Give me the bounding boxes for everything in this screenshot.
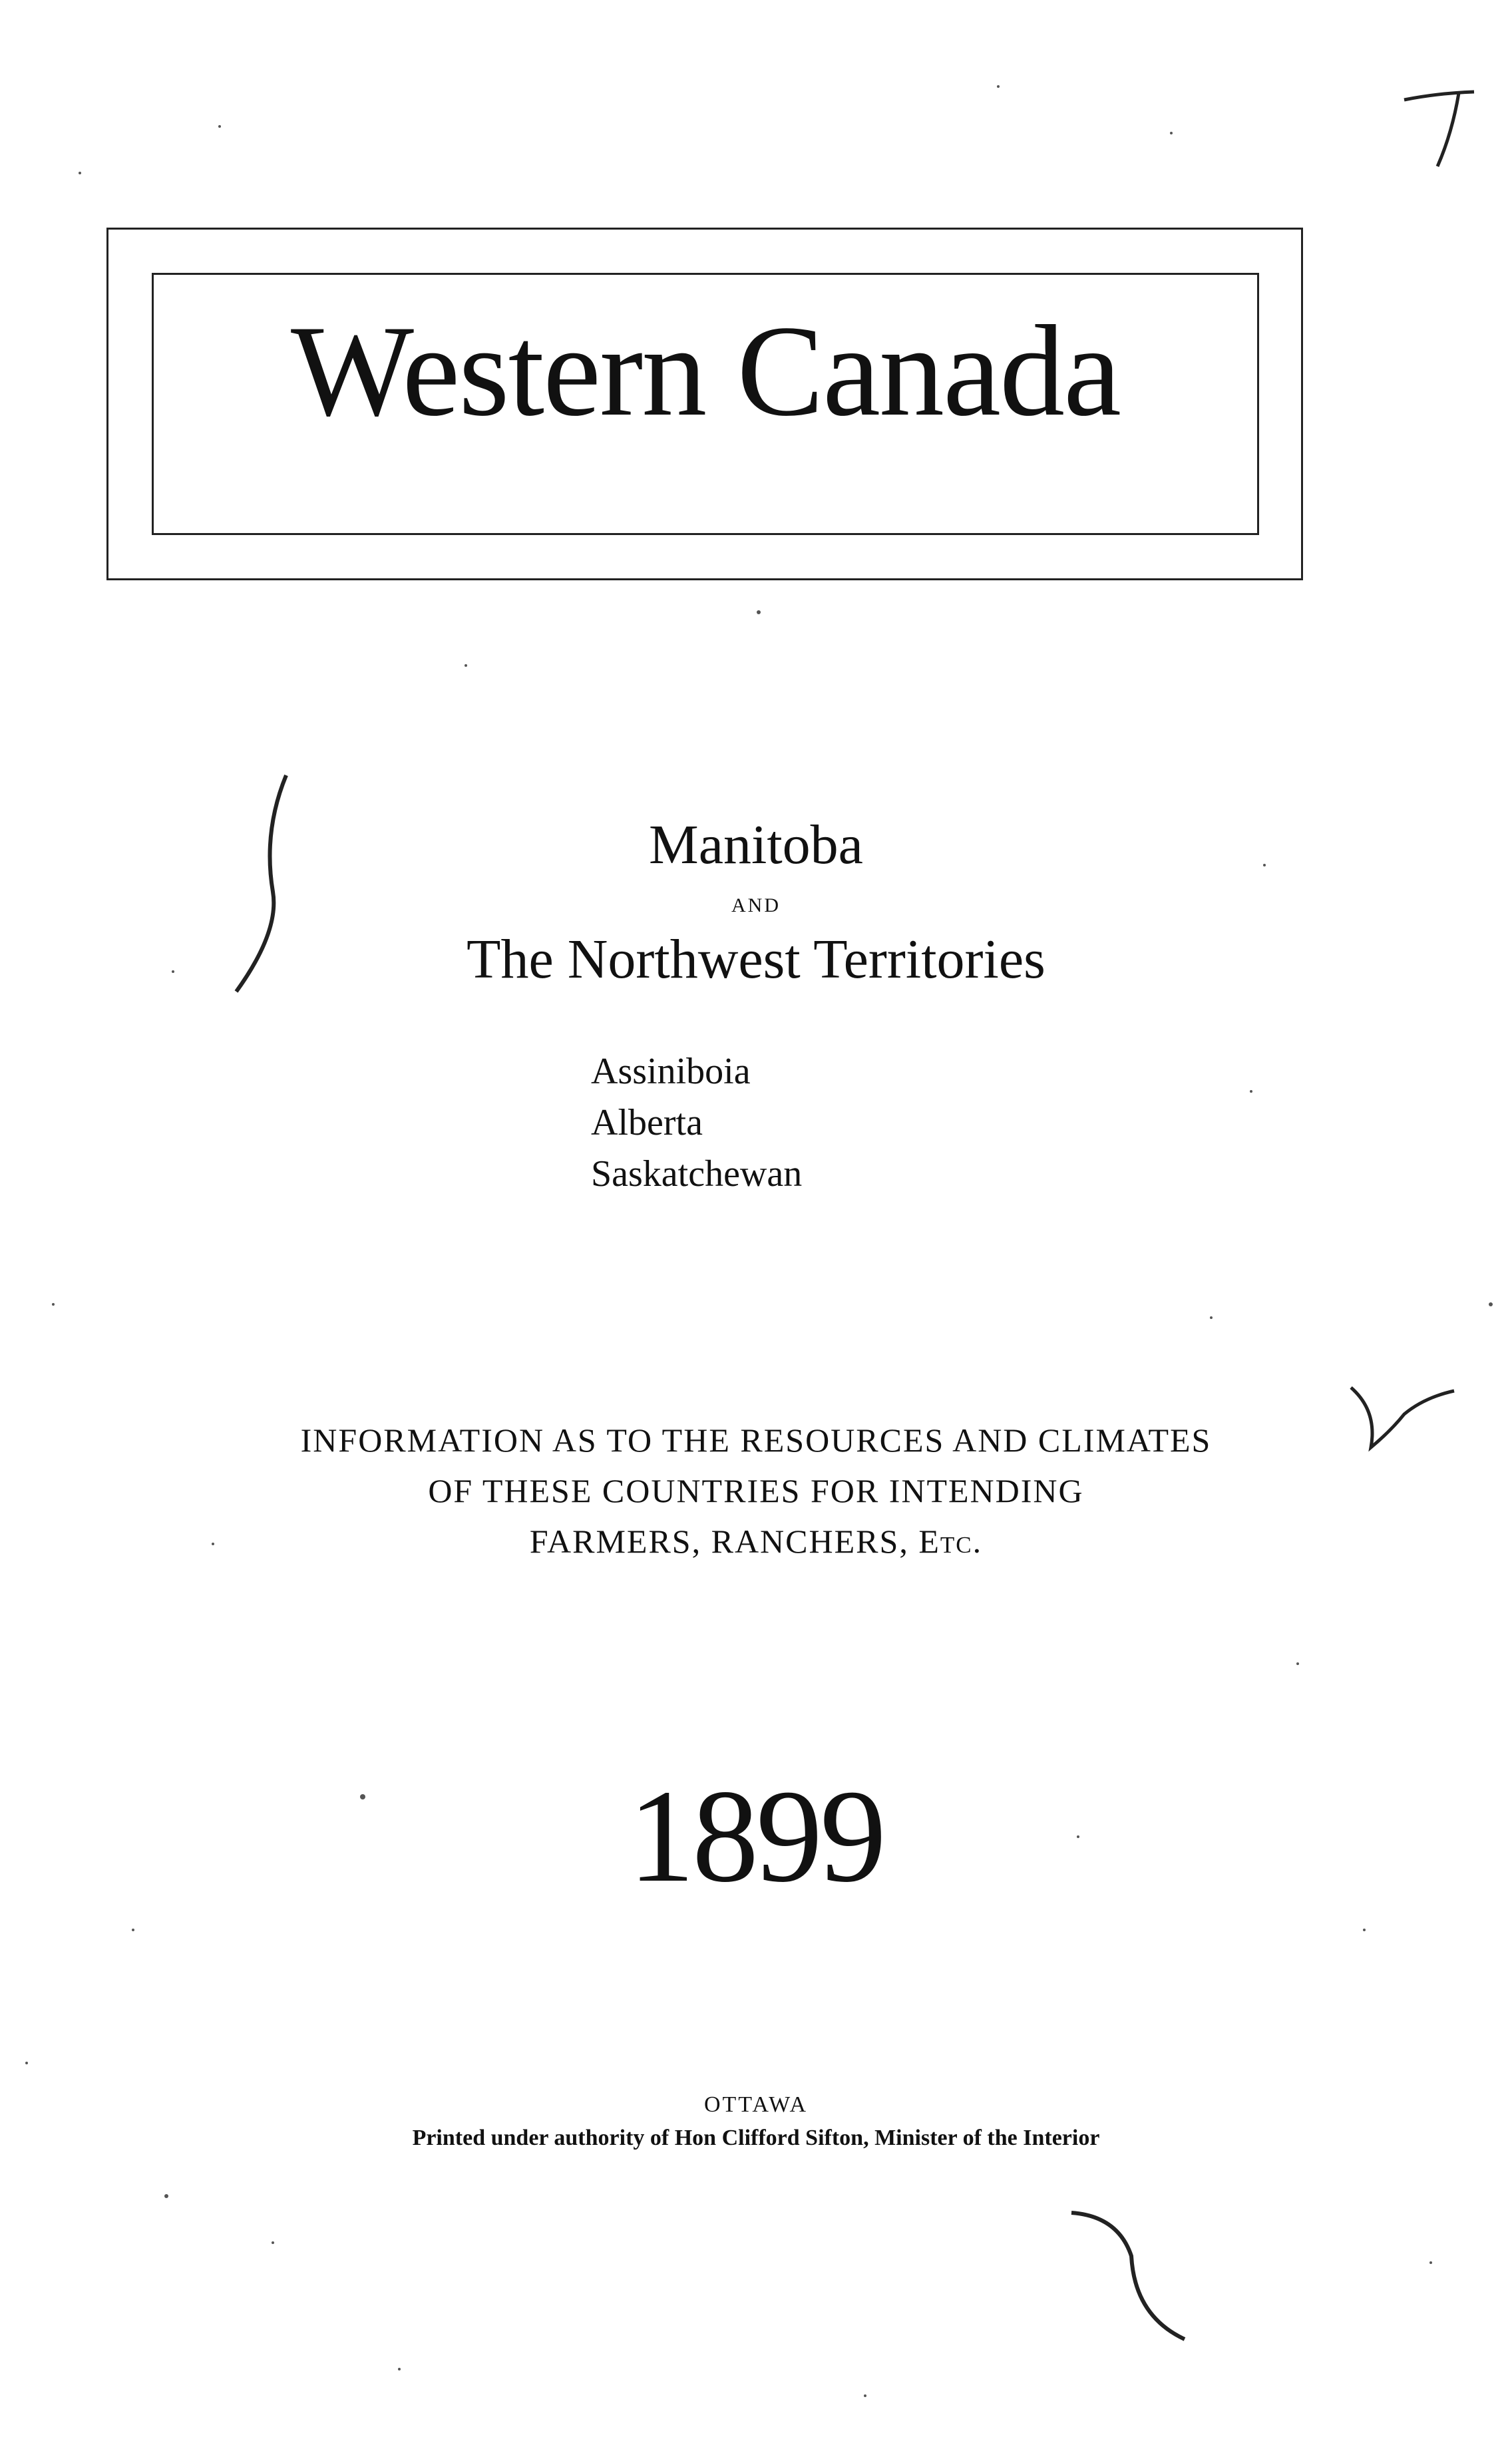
description-line: OF THESE COUNTRIES FOR INTENDING [428,1472,1084,1509]
imprint-city: OTTAWA [703,2092,809,2117]
territories-name: The Northwest Territories [467,928,1045,990]
district-item: Assiniboia [591,1051,751,1092]
province-name: Manitoba [649,814,863,876]
handwritten-hook-mark [1071,2213,1185,2339]
handwritten-t-mark [1404,92,1474,166]
page-title: Western Canada [291,299,1120,443]
description-line-main: FARMERS, RANCHERS, [529,1523,919,1560]
description-line: INFORMATION AS TO THE RESOURCES AND CLIMATES [300,1421,1212,1459]
publication-year: 1899 [628,1763,884,1910]
district-item: Alberta [591,1102,703,1143]
conjunction-text: AND [731,894,781,916]
district-list [591,1046,802,1200]
description-line [0,1516,1512,1567]
description-etc: Etc. [918,1523,983,1560]
district-item: Saskatchewan [591,1153,803,1195]
imprint-authority: Printed under authority of Hon Clifford Sifton, Minister of the Interior [412,2126,1100,2150]
description-block [0,1415,1512,1567]
